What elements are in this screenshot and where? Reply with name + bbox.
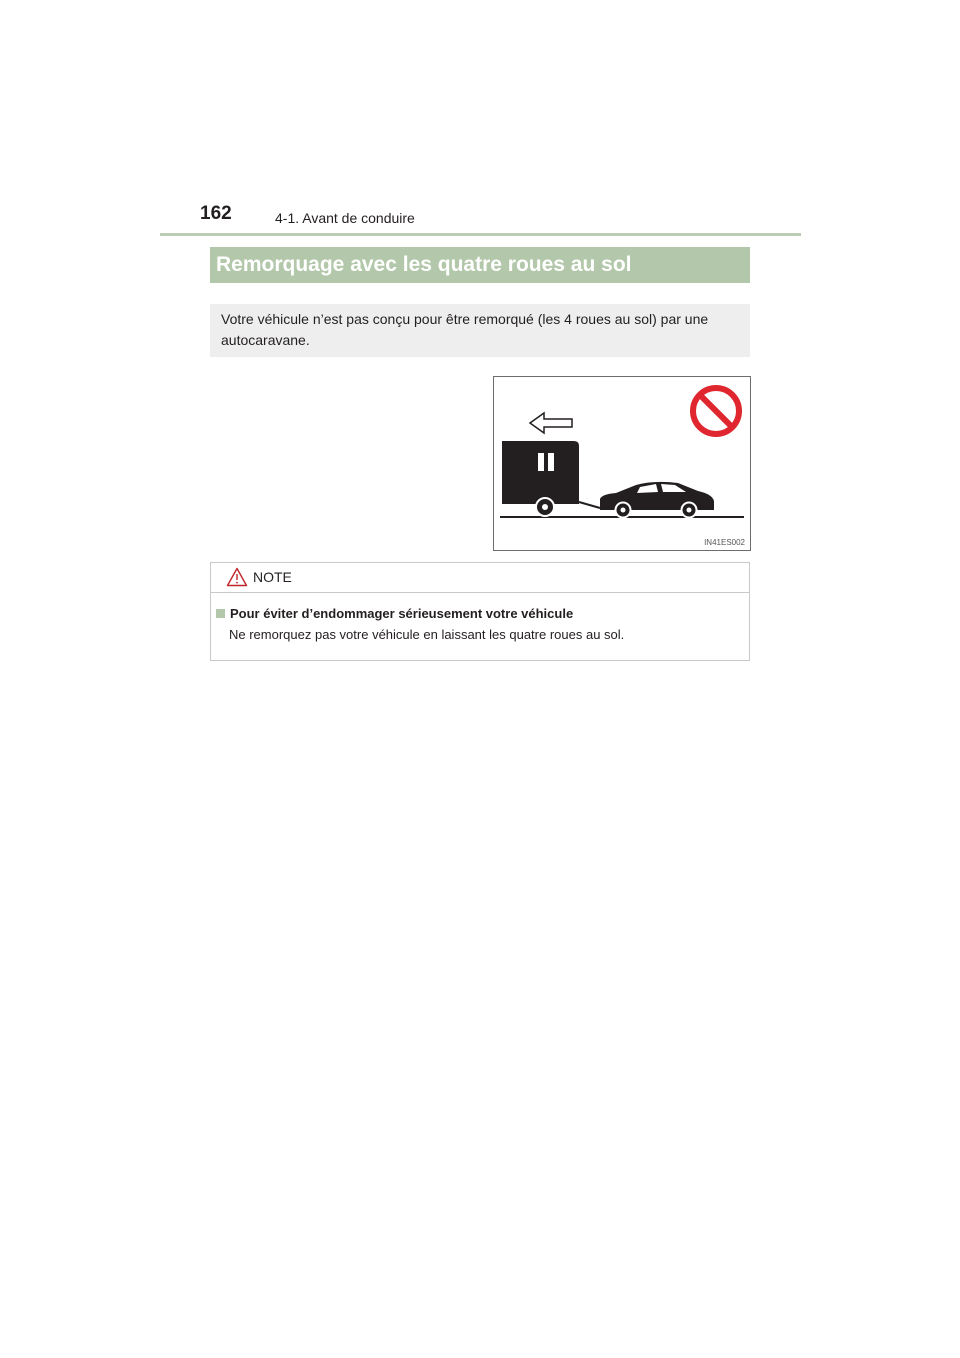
- bullet-icon: [216, 609, 225, 618]
- title-bar: [210, 247, 750, 283]
- header-rule: [160, 233, 801, 236]
- warning-icon: [226, 567, 248, 587]
- page-title: Remorquage avec les quatre roues au sol: [216, 253, 632, 276]
- illustration-code: IN41ES002: [704, 538, 745, 547]
- note-header: [211, 563, 749, 593]
- note-box: [210, 562, 750, 661]
- note-heading: [216, 606, 573, 621]
- intro-text: Votre véhicule n’est pas conçu pour être remorqué (les 4 roues au sol) par une autocaravane.: [221, 311, 709, 348]
- intro-box: [210, 304, 750, 357]
- towing-illustration: [493, 376, 751, 551]
- car-icon: [600, 482, 714, 518]
- prohibition-icon: [693, 388, 739, 434]
- page-number: 162: [200, 203, 232, 224]
- camper-icon: [502, 441, 600, 516]
- note-heading-text: Pour éviter d’endommager sérieusement votre véhicule: [230, 606, 574, 621]
- note-title: NOTE: [253, 569, 292, 585]
- section-label: 4-1. Avant de conduire: [275, 210, 415, 226]
- note-body: Ne remorquez pas votre véhicule en laissant les quatre roues au sol.: [229, 627, 625, 642]
- arrow-left-icon: [530, 413, 572, 433]
